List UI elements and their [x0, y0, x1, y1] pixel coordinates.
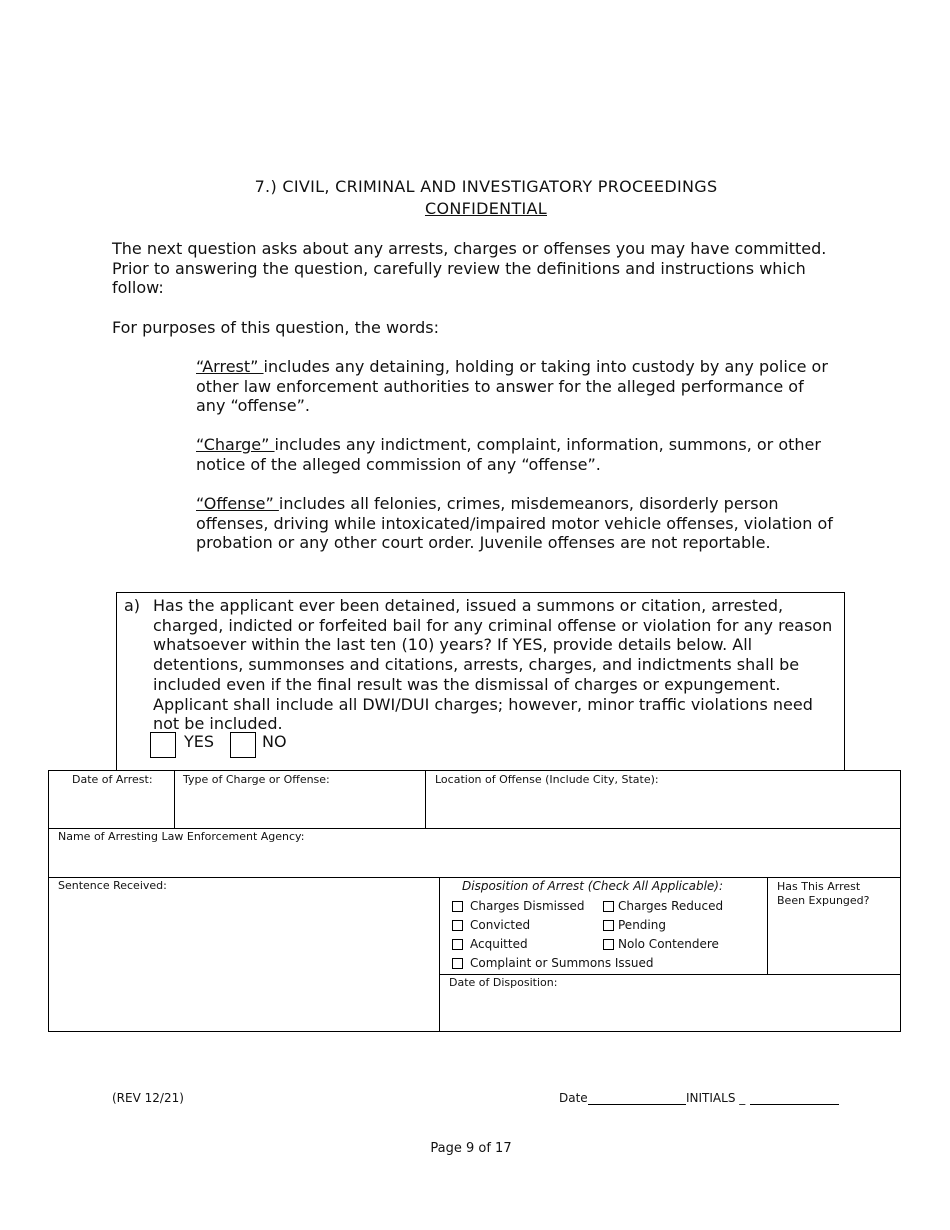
question-label: a) [124, 596, 141, 615]
definition-offense [196, 494, 836, 553]
charges-dismissed-checkbox[interactable] [452, 901, 463, 912]
charges-dismissed-label: Charges Dismissed [470, 899, 585, 913]
definition-charge [196, 435, 836, 474]
date-signature-line[interactable] [588, 1104, 686, 1105]
arrest-term: “Arrest” [196, 357, 264, 376]
yes-label: YES [184, 732, 215, 751]
initials-signature-line[interactable] [750, 1104, 839, 1105]
acquitted-checkbox[interactable] [452, 939, 463, 950]
row-divider-1 [48, 828, 901, 829]
charges-reduced-checkbox[interactable] [603, 901, 614, 912]
no-label: NO [262, 732, 287, 751]
complaint-summons-label: Complaint or Summons Issued [470, 956, 654, 970]
offense-term: “Offense” [196, 494, 279, 513]
date-of-disposition-label: Date of Disposition: [449, 976, 558, 989]
date-of-disposition-field[interactable] [440, 991, 900, 1031]
section-title: 7.) CIVIL, CRIMINAL AND INVESTIGATORY PROCEEDINGS [254, 177, 718, 196]
sentence-label: Sentence Received: [58, 879, 167, 892]
nolo-contendere-label: Nolo Contendere [618, 937, 719, 951]
date-of-arrest-field[interactable] [49, 788, 173, 827]
row-divider-3 [439, 974, 901, 975]
no-checkbox[interactable] [230, 732, 256, 758]
intro-line-3: follow: [112, 278, 164, 297]
pending-label: Pending [618, 918, 666, 932]
purpose-line: For purposes of this question, the words: [112, 318, 439, 337]
confidential-label [0, 199, 950, 218]
date-label: Date [559, 1091, 588, 1105]
row-divider-2 [48, 877, 901, 878]
initials-label: INITIALS _ [686, 1091, 746, 1105]
charge-text: includes any indictment, complaint, information, summons, or other notice of the alleged commission of any “offense”. [196, 435, 821, 474]
agency-label: Name of Arresting Law Enforcement Agency: [58, 830, 305, 843]
complaint-summons-checkbox[interactable] [452, 958, 463, 969]
nolo-contendere-checkbox[interactable] [603, 939, 614, 950]
page-number: Page 9 of 17 [430, 1141, 512, 1156]
location-field[interactable] [426, 788, 900, 827]
charges-reduced-label: Charges Reduced [618, 899, 724, 913]
expunged-label-line-2: Been Expunged? [777, 894, 870, 907]
yes-checkbox[interactable] [150, 732, 176, 758]
pending-checkbox[interactable] [603, 920, 614, 931]
sentence-field[interactable] [49, 894, 438, 1031]
expunged-field[interactable] [768, 910, 900, 973]
date-of-arrest-label: Date of Arrest: [72, 773, 153, 786]
type-of-charge-field[interactable] [175, 788, 424, 827]
acquitted-label: Acquitted [470, 937, 528, 951]
expunged-label-line-1: Has This Arrest [777, 880, 861, 893]
convicted-checkbox[interactable] [452, 920, 463, 931]
intro-line-1: The next question asks about any arrests, charges or offenses you may have committed. [112, 239, 827, 258]
intro-line-2: Prior to answering the question, carefully review the definitions and instructions which [112, 259, 806, 278]
disposition-title: Disposition of Arrest (Check All Applicable): [462, 879, 724, 893]
charge-term: “Charge” [196, 435, 275, 454]
type-of-charge-label: Type of Charge or Offense: [183, 773, 330, 786]
convicted-label: Convicted [470, 918, 531, 932]
offense-text: includes all felonies, crimes, misdemeanors, disorderly person offenses, driving while intoxicated/impaired motor vehicle offenses, violation of probation or any other court order. Juvenile offenses are not reportable. [196, 494, 833, 553]
definition-arrest [196, 357, 836, 416]
location-label: Location of Offense (Include City, State): [435, 773, 659, 786]
revision-label: (REV 12/21) [112, 1091, 184, 1105]
agency-field[interactable] [49, 845, 900, 876]
question-text: Has the applicant ever been detained, issued a summons or citation, arrested, charged, indicted or forfeited bail for any criminal offense or violation for any reason whatsoever within the last ten (10) years? If YES, provide details below. All detentions, summonses and citations, arrests, charges, and indictments shall be included even if the final result was the dismissal of charges or expungement. Applicant shall include all DWI/DUI charges; however, minor traffic violations need not be included. [153, 596, 833, 734]
confidential-text: CONFIDENTIAL [424, 199, 547, 218]
arrest-text: includes any detaining, holding or taking into custody by any police or other law enforcement authorities to answer for the alleged performance of any “offense”. [196, 357, 828, 416]
